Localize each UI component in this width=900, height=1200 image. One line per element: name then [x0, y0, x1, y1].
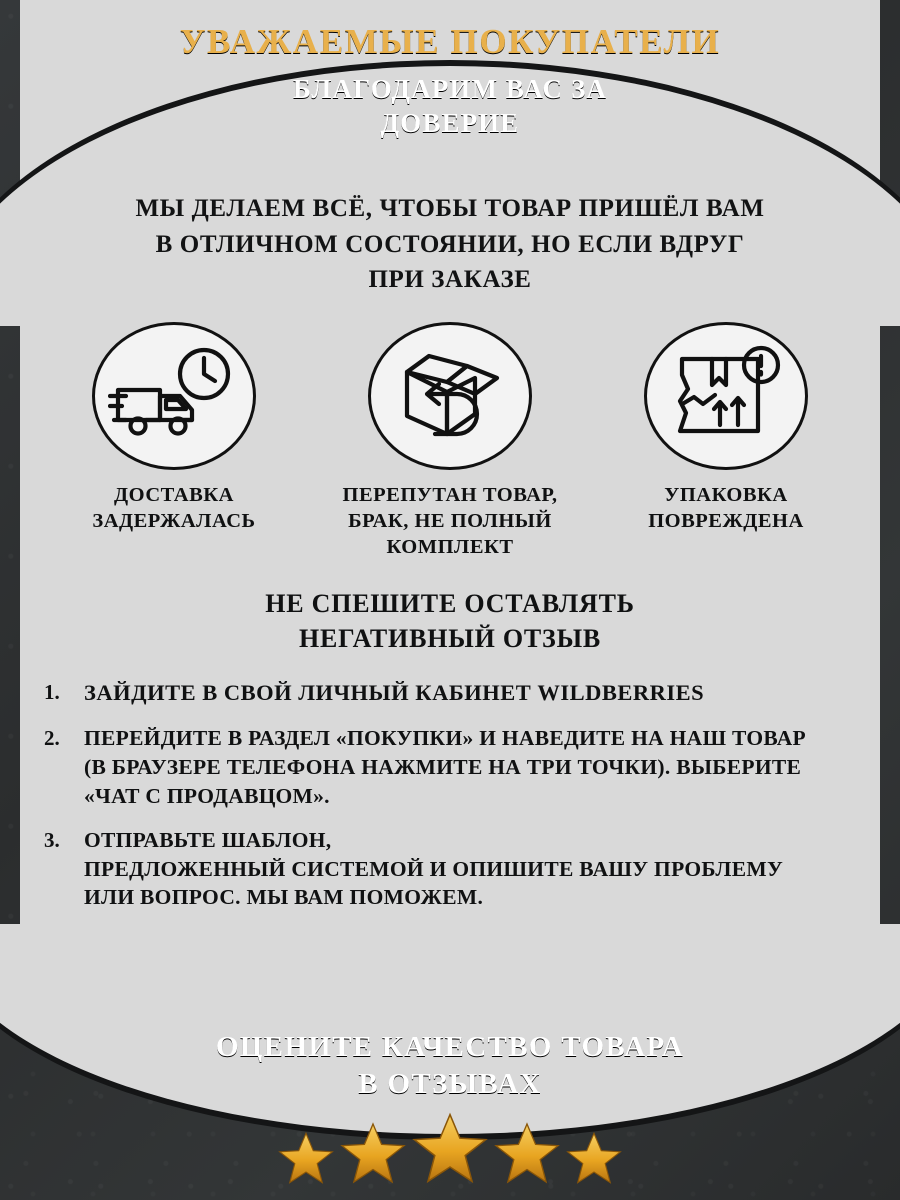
step-text — [84, 678, 704, 708]
icon-caption-1-line1: ДОСТАВКА — [114, 483, 234, 506]
icon-caption-2-line3: КОМПЛЕКТ — [386, 535, 514, 558]
header — [0, 20, 900, 141]
star-icon[interactable] — [340, 1121, 406, 1190]
star-icon[interactable] — [278, 1131, 334, 1190]
step-3-line-2: ПРЕДЛОЖЕННЫЙ СИСТЕМОЙ И ОПИШИТЕ ВАШУ ПРОБЛЕМУ — [84, 856, 784, 881]
page-title: УВАЖАЕМЫЕ ПОКУПАТЕЛИ — [179, 22, 721, 61]
step-2-line-3: «ЧАТ С ПРОДАВЦОМ». — [84, 783, 330, 808]
star-icon[interactable] — [566, 1131, 622, 1190]
lead-line-2: В ОТЛИЧНОМ СОСТОЯНИИ, НО ЕСЛИ ВДРУГ — [155, 230, 745, 258]
lead-paragraph — [38, 191, 862, 298]
star-icon[interactable] — [412, 1111, 488, 1190]
main-content — [20, 175, 880, 928]
icon-caption-2-line2: БРАК, НЕ ПОЛНЫЙ — [348, 509, 552, 532]
footer-title-line2: В ОТЗЫВАХ — [358, 1068, 542, 1101]
lead-line-1: МЫ ДЕЛАЕМ ВСЁ, ЧТОБЫ ТОВАР ПРИШЁЛ ВАМ — [135, 195, 765, 222]
icon-caption-2-line1: ПЕРЕПУТАН ТОВАР, — [342, 483, 558, 506]
header-subtitle-line2: ДОВЕРИЕ — [380, 108, 520, 139]
icon-caption-1-line2: ЗАДЕРЖАЛАСЬ — [92, 509, 256, 532]
icon-caption-3 — [606, 482, 846, 534]
icon-caption-3-line1: УПАКОВКА — [664, 483, 788, 506]
icon-circle-2 — [368, 322, 532, 470]
icon-caption-2 — [330, 482, 570, 561]
step-number: 1. — [44, 680, 60, 705]
icon-col-delivery-delay — [54, 322, 294, 561]
notice-block — [38, 586, 862, 656]
lead-line-3: ПРИ ЗАКАЗЕ — [368, 266, 532, 293]
damaged-package-icon — [662, 343, 790, 449]
truck-clock-icon — [108, 344, 240, 448]
step-2-line-1: ПЕРЕЙДИТЕ В РАЗДЕЛ «ПОКУПКИ» И НАВЕДИТЕ НА НАШ ТОВАР — [84, 726, 806, 751]
notice-line-1: НЕ СПЕШИТЕ ОСТАВЛЯТЬ — [265, 589, 635, 619]
steps-list — [38, 678, 862, 911]
header-subtitle — [0, 72, 900, 141]
list-item — [44, 826, 862, 912]
icon-caption-1 — [54, 482, 294, 534]
star-icon[interactable] — [494, 1121, 560, 1190]
step-1-line-1: ЗАЙДИТЕ В СВОЙ ЛИЧНЫЙ КАБИНЕТ WILDBERRIES — [84, 680, 705, 706]
notice-line-2: НЕГАТИВНЫЙ ОТЗЫВ — [298, 624, 602, 654]
rating-stars[interactable] — [0, 1111, 900, 1190]
icon-col-damaged-package — [606, 322, 846, 561]
icon-circle-3 — [644, 322, 808, 470]
icon-caption-3-line2: ПОВРЕЖДЕНА — [648, 509, 804, 532]
box-return-arrow-icon — [385, 342, 515, 450]
step-number: 2. — [44, 726, 60, 751]
list-item — [44, 678, 862, 708]
step-text — [84, 826, 783, 912]
list-item — [44, 724, 862, 810]
step-3-line-1: ОТПРАВЬТЕ ШАБЛОН, — [84, 828, 332, 853]
footer-title-line1: ОЦЕНИТЕ КАЧЕСТВО ТОВАРА — [216, 1030, 684, 1063]
step-number: 3. — [44, 828, 60, 853]
icon-col-wrong-item — [330, 322, 570, 561]
step-text — [84, 724, 806, 810]
header-subtitle-line1: БЛАГОДАРИМ ВАС ЗА — [293, 73, 607, 104]
footer-text — [0, 1029, 900, 1104]
icons-row — [38, 322, 862, 561]
icon-circle-1 — [92, 322, 256, 470]
step-2-line-2: (В БРАУЗЕРЕ ТЕЛЕФОНА НАЖМИТЕ НА ТРИ ТОЧКИ). ВЫБЕРИТЕ — [84, 754, 802, 779]
step-3-line-3: ИЛИ ВОПРОС. МЫ ВАМ ПОМОЖЕМ. — [84, 885, 484, 910]
